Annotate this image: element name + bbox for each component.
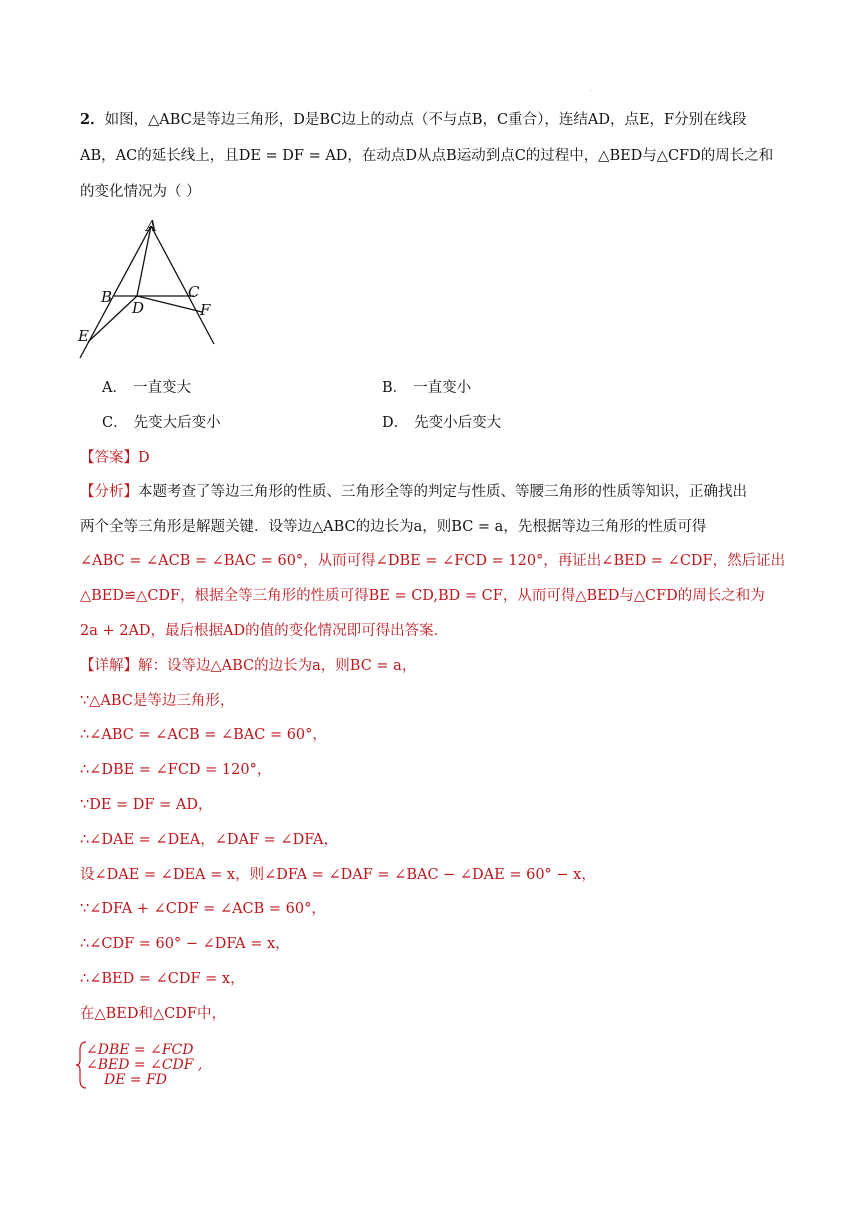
label-b: B <box>101 288 113 306</box>
option-a: A． 一直变大 <box>102 380 191 396</box>
system-line-1: ∠DBE = ∠FCD <box>86 1042 194 1058</box>
question-number: 2． <box>80 111 105 128</box>
detail-tag: 【详解】 <box>80 658 138 674</box>
label-d: D <box>132 299 145 317</box>
detail-step: 在△BED和△CDF中， <box>80 1006 226 1022</box>
question-line-2: AB，AC的延长线上，且DE = DF = AD，在动点D从点B运动到点C的过程中，△BED与△CFD的周长之和 <box>80 148 774 164</box>
question-line-1: 2．如图，△ABC是等边三角形，D是BC边上的动点（不与点B，C重合），连结AD，点E，F分别在线段 <box>80 111 747 128</box>
geometry-figure <box>74 214 224 364</box>
analysis-line-3: ∠ABC = ∠ACB = ∠BAC = 60°，从而可得∠DBE = ∠FCD = 120°，再证出∠BED = ∠CDF，然后证出 <box>80 553 786 569</box>
analysis-tag: 【分析】 <box>80 484 138 500</box>
label-a: A <box>146 217 157 235</box>
option-c: C． 先变大后变小 <box>102 415 221 431</box>
detail-step: ∵DE = DF = AD， <box>80 797 213 813</box>
analysis-line-4: △BED≌△CDF，根据全等三角形的性质可得BE = CD,BD = CF，从而可得△BED与△CFD的周长之和为 <box>80 588 765 604</box>
detail-step: ∵∠DFA + ∠CDF = ∠ACB = 60°， <box>80 901 326 917</box>
option-d: D． 先变小后变大 <box>382 415 502 431</box>
label-e: E <box>78 327 89 345</box>
detail-step: ∴∠BED = ∠CDF = x， <box>80 971 245 987</box>
stray-mark: · <box>590 88 592 95</box>
detail-step: ∵△ABC是等边三角形， <box>80 693 235 709</box>
system-line-2: ∠BED = ∠CDF , <box>86 1057 203 1073</box>
detail-step: 设∠DAE = ∠DEA = x，则∠DFA = ∠DAF = ∠BAC − ∠DAE = 60° − x， <box>80 867 596 883</box>
detail-step: ∴∠CDF = 60° − ∠DFA = x， <box>80 936 290 952</box>
segment-de <box>88 296 137 342</box>
detail-step: ∴∠ABC = ∠ACB = ∠BAC = 60°， <box>80 727 327 743</box>
analysis-line-1: 【分析】本题考查了等边三角形的性质、三角形全等的判定与性质、等腰三角形的性质等知识，正确找出 <box>80 484 747 500</box>
label-c: C <box>188 283 200 301</box>
analysis-line-2: 两个全等三角形是解题关键．设等边△ABC的边长为a，则BC = a，先根据等边三角形的性质可得 <box>80 519 707 535</box>
segment-ad <box>137 226 151 296</box>
question-line-3: 的变化情况为（ ） <box>80 184 201 200</box>
line-af <box>151 226 214 344</box>
detail-step: ∴∠DBE = ∠FCD = 120°， <box>80 762 272 778</box>
detail-line-intro: 【详解】解：设等边△ABC的边长为a，则BC = a， <box>80 658 417 674</box>
answer-tag: 【答案】 <box>80 450 138 466</box>
answer-line <box>80 448 150 468</box>
detail-step: ∴∠DAE = ∠DEA，∠DAF = ∠DFA， <box>80 832 338 848</box>
analysis-line-5: 2a + 2AD，最后根据AD的值的变化情况即可得出答案． <box>80 623 449 639</box>
option-b: B． 一直变小 <box>382 380 472 396</box>
line-ae <box>80 226 151 358</box>
system-line-3: DE = FD <box>104 1072 168 1088</box>
answer-value: D <box>138 450 150 466</box>
label-f: F <box>200 301 211 319</box>
